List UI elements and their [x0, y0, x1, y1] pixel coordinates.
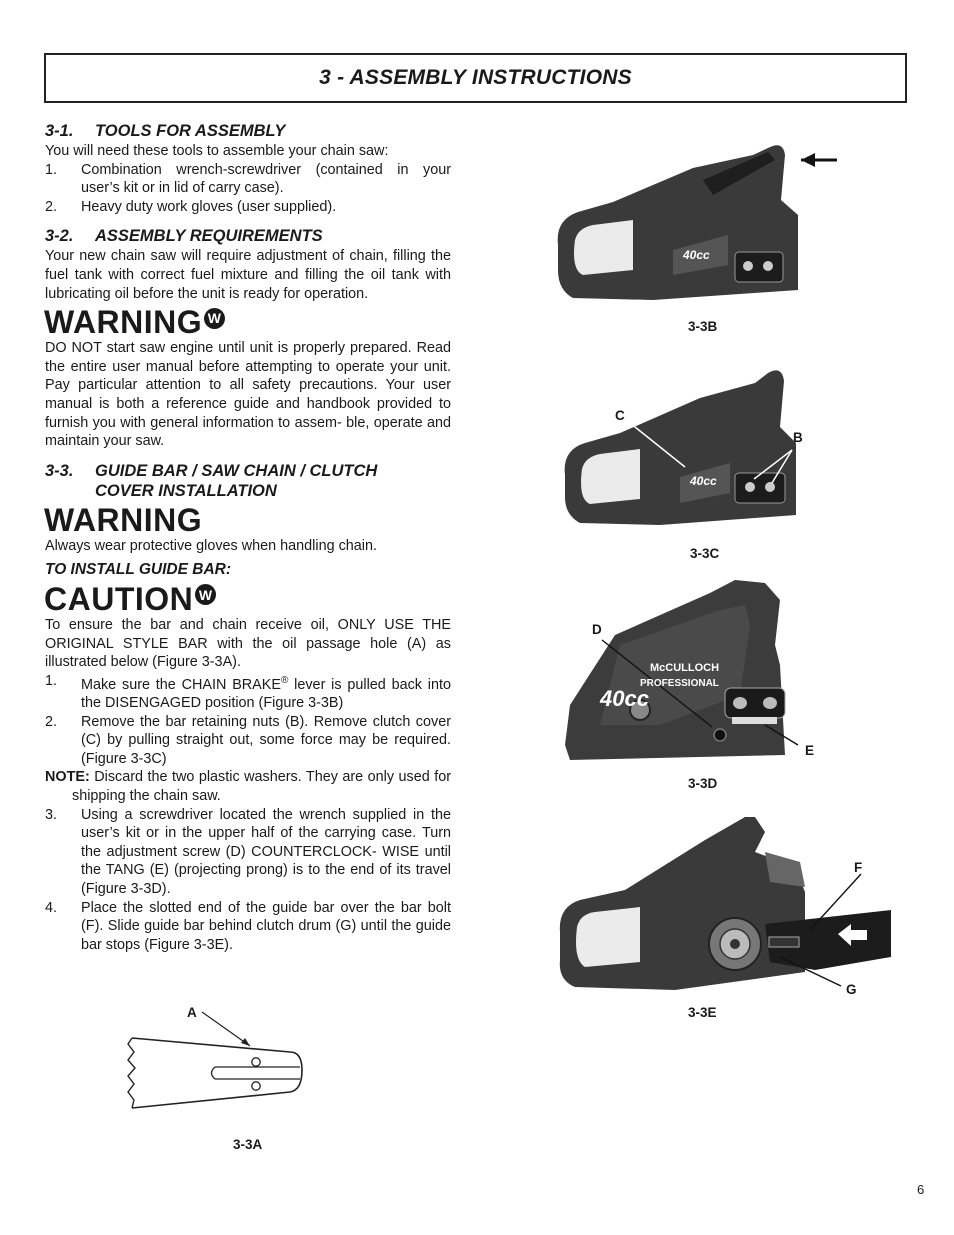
item-text: Remove the bar retaining nuts (B). Remove clutch cover (C) by pulling straight out, some force may be required. (Figure 3-3C) [81, 713, 451, 767]
note-label: NOTE: [45, 769, 90, 786]
item-text: Heavy duty work gloves (user supplied). [81, 198, 337, 215]
warning-label: WARNING [44, 501, 203, 538]
list-item [45, 899, 451, 955]
item-text: Combination wrench-screwdriver (contained in your user’s kit or in lid of carry case). [81, 161, 451, 197]
registered-mark: ® [280, 674, 289, 686]
label-e: E [805, 743, 815, 758]
item-number: 4. [45, 899, 58, 916]
figure-3-3b-chainsaw-photo [553, 140, 843, 310]
item-number: 3. [45, 806, 58, 823]
figure-3-3b-badge: 40cc [683, 248, 710, 262]
figure-caption-3-3e: 3-3E [688, 1005, 717, 1020]
item-number: 1. [45, 161, 58, 178]
label-a: A [187, 1005, 197, 1020]
step1-text-post: lever is pulled back into the DISENGAGED position (Figure 3-3B) [81, 676, 451, 712]
list-item [45, 806, 451, 899]
install-heading: TO INSTALL GUIDE BAR: [45, 561, 231, 579]
section-title: ASSEMBLY REQUIREMENTS [95, 227, 323, 246]
requirements-body: Your new chain saw will require adjustment of chain, filling the fuel tank with correct fuel mixture and filling the oil tank with lubricating oil before the unit is ready for operation. [45, 248, 451, 302]
warning-body: DO NOT start saw engine until unit is properly prepared. Read the entire user manual before attempting to operate your unit. Pay particular attention to all safety precautions. Your user manual is both a reference guide and handbook provided to furnish you with general information to assem- ble, operate and maintain your saw. [45, 340, 451, 450]
section-number: 3-1. [45, 122, 74, 140]
warning-label: WARNING [44, 304, 203, 341]
note-text: Discard the two plastic washers. They are only used for shipping the chain saw. [72, 769, 451, 805]
label-c: C [615, 408, 625, 423]
section-title: TOOLS FOR ASSEMBLY [95, 122, 286, 140]
section-number: 3-3. [45, 461, 74, 480]
figure-3-3d-line: PROFESSIONAL [640, 678, 719, 689]
item-number: 2. [45, 198, 58, 215]
item-text: Place the slotted end of the guide bar over the bar bolt (F). Slide guide bar behind clutch drum (G) until the guide bar stops (Figure 3-3E). [81, 899, 451, 953]
figure-caption-3-3a: 3-3A [233, 1137, 263, 1152]
warning-w-icon: W [204, 308, 225, 329]
section-3-3-heading [45, 461, 451, 501]
figure-3-3c-chainsaw-photo [560, 365, 805, 535]
section-header-box [44, 53, 907, 103]
item-text: Using a screwdriver located the wrench supplied in the user’s kit or in the upper half of the carrying case. Turn the adjustment screw (D) COUNTERCLOCK- WISE until the TANG (E) (projecting prong) is to the end of its travel (Figure 3-3D). [81, 806, 451, 898]
caution-heading [44, 582, 451, 616]
figure-3-3d-model: 40cc [600, 686, 649, 711]
list-item [45, 713, 451, 769]
list-item [45, 198, 451, 217]
figure-caption-3-3b: 3-3B [688, 319, 718, 334]
item-number: 2. [45, 713, 58, 730]
section-3-1-heading [45, 121, 451, 141]
section-title-line2: COVER INSTALLATION [95, 481, 277, 500]
warning-gloves-text: Always wear protective gloves when handling chain. [45, 537, 377, 554]
figure-3-3c-badge: 40cc [690, 474, 717, 488]
tools-list [45, 161, 451, 217]
label-d: D [592, 622, 602, 637]
figure-3-3a-guide-bar [120, 1000, 320, 1115]
figure-caption-3-3c: 3-3C [690, 546, 720, 561]
section-number: 3-2. [45, 227, 74, 246]
section-title-line1: GUIDE BAR / SAW CHAIN / CLUTCH [95, 461, 378, 480]
figure-caption-3-3d: 3-3D [688, 776, 718, 791]
tools-intro: You will need these tools to assemble your chain saw: [45, 143, 389, 159]
item-number: 1. [45, 672, 58, 689]
caution-body: To ensure the bar and chain receive oil, ONLY USE THE ORIGINAL STYLE BAR with the oil passage hole (A) as illustrated below (Figure 3-3A). [45, 616, 451, 671]
warning-heading-2 [44, 503, 451, 537]
label-f: F [854, 860, 863, 875]
steps-list [45, 672, 451, 769]
figure-3-3e-guide-bar-installation-photo [555, 812, 895, 1002]
label-g: G [846, 982, 857, 997]
left-column [45, 121, 451, 954]
page-title: 3 - ASSEMBLY INSTRUCTIONS [319, 66, 632, 89]
note-paragraph [45, 768, 451, 805]
step1-text-pre: Make sure the CHAIN BRAKE [81, 676, 281, 693]
caution-label: CAUTION [44, 580, 194, 617]
section-3-2-heading [45, 226, 451, 246]
list-item [45, 161, 451, 198]
warning-heading [44, 305, 451, 339]
caution-w-icon: W [195, 584, 216, 605]
figure-3-3d-brand: McCULLOCH [650, 662, 720, 674]
label-b: B [793, 430, 803, 445]
steps-list-2 [45, 806, 451, 955]
page-number: 6 [917, 1182, 925, 1197]
item-text [81, 672, 451, 713]
list-item [45, 672, 451, 713]
